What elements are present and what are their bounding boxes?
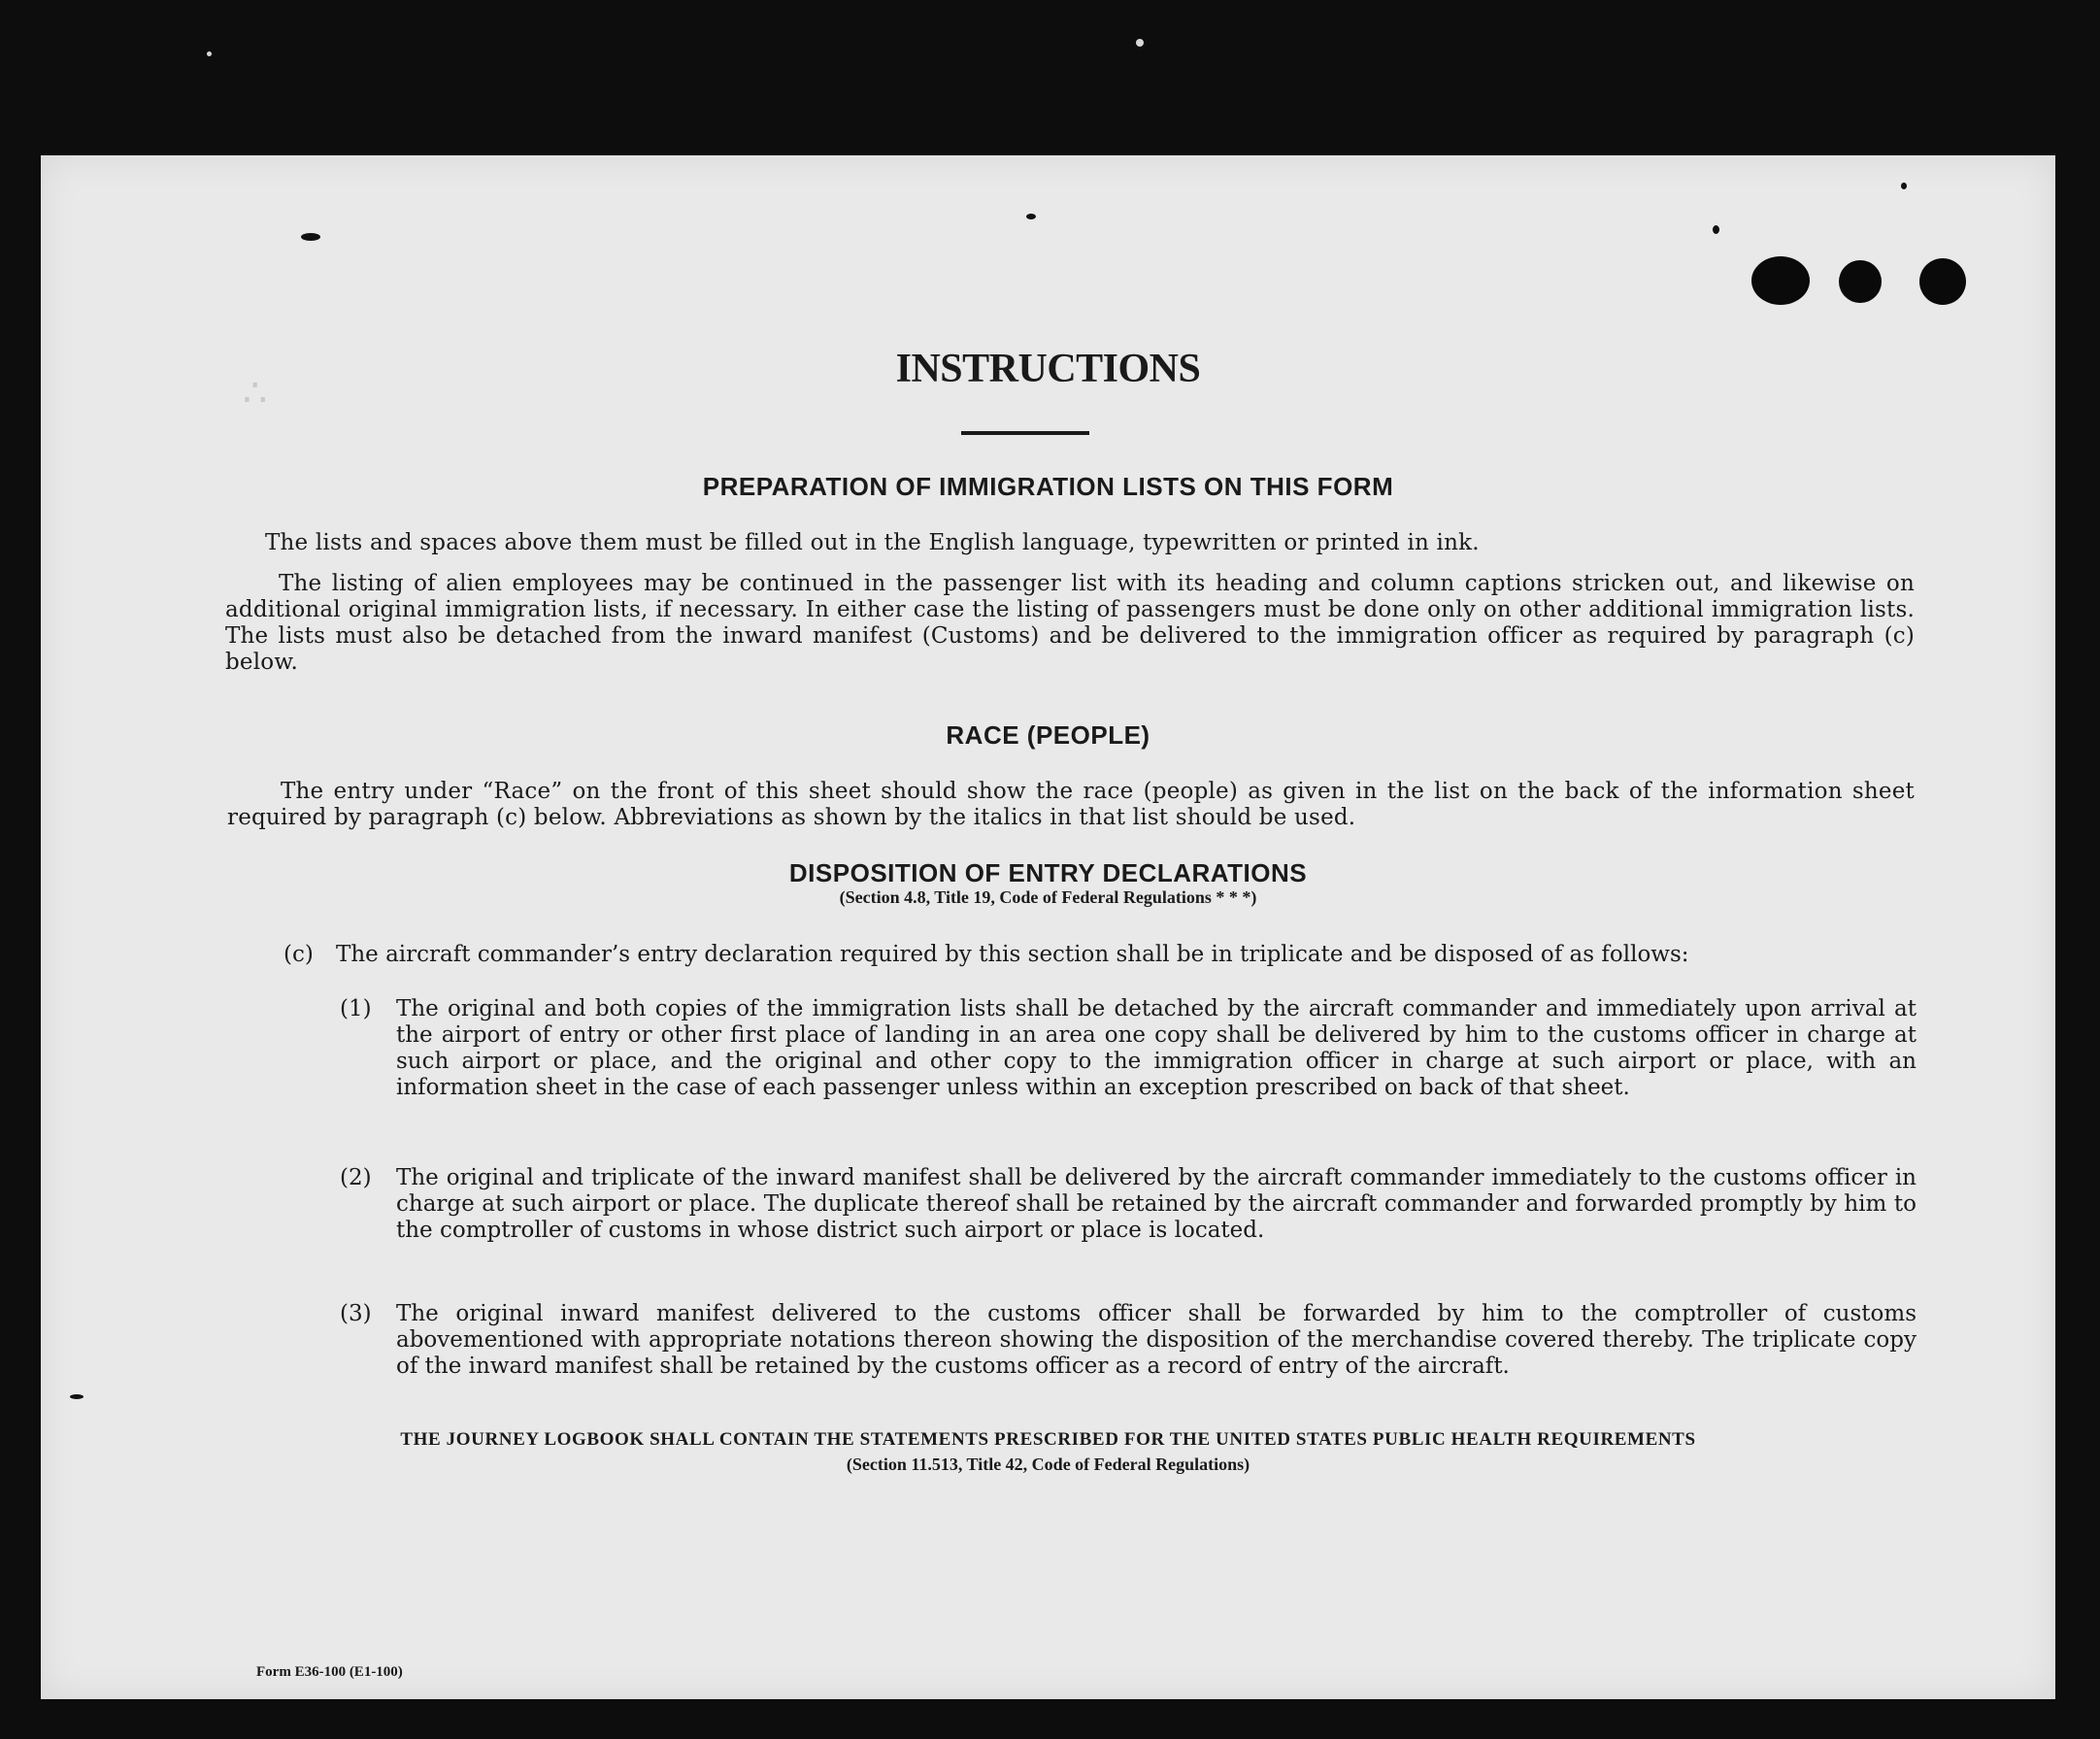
list-item-label: (c) xyxy=(283,942,314,967)
list-item xyxy=(340,996,1917,1101)
list-item-intro xyxy=(283,942,1917,968)
footer-citation: (Section 11.513, Title 42, Code of Federal Regulations) xyxy=(846,1455,1250,1474)
punch-hole xyxy=(1919,258,1966,305)
list-item-text: The aircraft commander’s entry declaration required by this section shall be in triplicate and be disposed of as follows: xyxy=(336,942,1689,967)
punch-hole xyxy=(1839,260,1882,303)
ink-speck xyxy=(301,233,320,241)
ink-speck xyxy=(1026,214,1036,219)
paragraph: The listing of alien employees may be continued in the passenger list with its heading and column captions stricken out, and likewise on additional original immigration lists, if necessary. In either case the listing of passengers must be done only on other additional immigration lists. The lists must also be detached from the inward manifest (Customs) and be delivered to the immigration officer as required by paragraph (c) below. xyxy=(225,571,1915,675)
section-citation: (Section 4.8, Title 19, Code of Federal Regulations * * *) xyxy=(839,887,1257,907)
page-title: INSTRUCTIONS xyxy=(895,347,1201,391)
section-heading-race: RACE (PEOPLE) xyxy=(946,720,1150,750)
ink-speck xyxy=(70,1394,83,1399)
title-divider xyxy=(961,431,1089,435)
ink-speck xyxy=(1901,183,1907,189)
section-heading-disposition: DISPOSITION OF ENTRY DECLARATIONS xyxy=(788,858,1308,887)
punch-hole xyxy=(1751,256,1810,305)
list-item-label: (2) xyxy=(340,1165,372,1190)
list-item xyxy=(340,1165,1917,1244)
paragraph: The entry under “Race” on the front of this sheet should show the race (people) as given in the list on the back of the information sheet required by paragraph (c) below. Abbreviations as shown by the italics in that list should be used. xyxy=(227,779,1915,830)
document-sheet xyxy=(41,155,2055,1699)
scan-artifact xyxy=(1136,39,1144,47)
scan-artifact xyxy=(207,51,212,56)
paragraph: The lists and spaces above them must be filled out in the English language, typewritten or printed in ink. xyxy=(265,530,1480,555)
faint-stamp-mark: ∴ xyxy=(243,371,268,416)
form-number: Form E36-100 (E1-100) xyxy=(256,1664,403,1680)
footer-notice: THE JOURNEY LOGBOOK SHALL CONTAIN THE STATEMENTS PRESCRIBED FOR THE UNITED STATES PUBLIC HEALTH REQUIREMENTS xyxy=(400,1429,1696,1450)
list-item-label: (3) xyxy=(340,1301,372,1326)
ink-speck xyxy=(1713,225,1719,234)
list-item xyxy=(340,1301,1917,1380)
list-item-text: The original and both copies of the immigration lists shall be detached by the aircraft commander and immediately upon arrival at the airport of entry or other first place of landing in an area one copy shall be delivered by him to the customs officer in charge at such airport or place, and the original and other copy to the immigration officer in charge at such airport or place, with an information sheet in the case of each passenger unless within an exception prescribed on back of that sheet. xyxy=(396,996,1917,1100)
list-item-text: The original and triplicate of the inward manifest shall be delivered by the aircraft commander immediately to the customs officer in charge at such airport or place. The duplicate thereof shall be retained by the aircraft commander and forwarded promptly by him to the comptroller of customs in whose district such airport or place is located. xyxy=(396,1165,1917,1243)
list-item-label: (1) xyxy=(340,996,372,1021)
section-heading-preparation: PREPARATION OF IMMIGRATION LISTS ON THIS FORM xyxy=(702,472,1394,501)
list-item-text: The original inward manifest delivered to the customs officer shall be forwarded by him to the comptroller of customs abovementioned with appropriate notations thereon showing the disposition of the merchandise covered thereby. The triplicate copy of the inward manifest shall be retained by the customs officer as a record of entry of the aircraft. xyxy=(396,1301,1917,1379)
